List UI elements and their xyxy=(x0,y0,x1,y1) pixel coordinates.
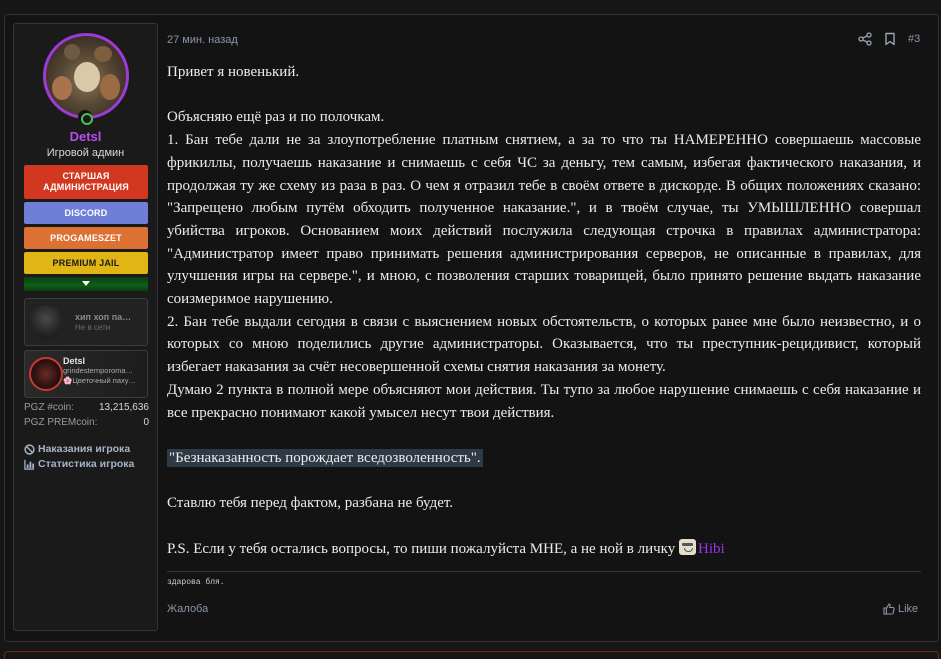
stat-label: PGZ #coin: xyxy=(24,402,75,413)
stat-pgz-coin xyxy=(24,402,149,413)
banner-senior-admin: СТАРШАЯ АДМИНИСТРАЦИЯ xyxy=(24,165,148,199)
message-paragraph: 1. Бан тебе дали не за злоупотребление платным снятием, а за то что ты НАМЕРЕННО совершаешь массовые фрикиллы, получаешь наказание и снимаешь с себя ЧС за деньгу, тем самым, избегая фактического наказания, и продолжая ту же схему из раза в раз. О чем я отразил тебе в своём ответе в дискорде. В общих положениях сказано: "Запрещено любым путём обходить полученное наказание.", и в твоём случае, ты УМЫШЛЕННО совершал убийства игроков. Основанием моих действий послужила следующая строчка в правилах администратора: "Администратор имеет право принимать решения администрирования серверов, не описанные в правилах, для улучшения игры на сервере.", и мною, с позволения старших товарищей, было принято решение выдать наказание соизмеримое нарушению. xyxy=(167,132,921,308)
stat-value: 0 xyxy=(143,417,149,428)
profile-card-avatar xyxy=(29,357,63,391)
like-button[interactable] xyxy=(883,603,918,615)
post-number-link[interactable]: #3 xyxy=(908,33,921,45)
ps-text: P.S. Если у тебя остались вопросы, то пиши пожалуйста МНЕ, а не ной в личку xyxy=(167,540,676,557)
signature: здарова бля. xyxy=(167,578,225,587)
linked-account-avatar xyxy=(29,305,63,339)
online-status-icon xyxy=(78,110,92,124)
stat-value: 13,215,636 xyxy=(98,402,149,413)
banner-premium-jail: PREMIUM JAIL xyxy=(24,252,148,274)
message-paragraph: Объясняю ещё раз и по полочкам. xyxy=(167,109,385,126)
player-stats-link[interactable] xyxy=(24,458,134,470)
user-info-panel xyxy=(13,23,158,631)
link-label: Статистика игрока xyxy=(38,458,135,470)
signature-divider xyxy=(167,571,921,572)
face-emoji-icon xyxy=(679,539,696,555)
username[interactable]: Detsl xyxy=(69,129,102,144)
message-paragraph: 2. Бан тебе выдали сегодня в связи с выяснением новых обстоятельств, о которых ранее мне было неизвестно, и о которых со мною поделились другие администраторы. Оказывается, что ты преступник-рецидивист, который избегает наказания за счёт несовершенной схемы снятия наказания за монету. xyxy=(167,313,921,376)
message-paragraph: Привет я новенький. xyxy=(167,64,300,80)
next-post-edge xyxy=(4,651,939,659)
user-title: Игровой админ xyxy=(46,147,125,159)
message-paragraph: Ставлю тебя перед фактом, разбана не будет. xyxy=(167,495,454,512)
banners-expand-toggle[interactable] xyxy=(24,277,148,291)
player-punishments-link[interactable] xyxy=(24,443,130,455)
bookmark-icon[interactable] xyxy=(883,32,897,46)
highlighted-quote: "Безнаказанность порождает вседозволенность". xyxy=(169,449,481,466)
stat-label: PGZ PREMcoin: xyxy=(24,417,98,428)
linked-account-card[interactable] xyxy=(24,298,148,346)
stat-pgz-premcoin xyxy=(24,417,149,428)
message-paragraph: Думаю 2 пункта в полной мере объясняют мои действия. Ты тупо за любое нарушение снимаешь с себя наказание и все прекрасно понимают какой умысел несут твои действия. xyxy=(167,381,921,421)
share-icon[interactable] xyxy=(858,32,872,46)
ban-icon xyxy=(24,444,35,455)
profile-card-name: Detsl xyxy=(63,356,86,366)
forum-post xyxy=(4,14,939,642)
user-mention[interactable]: Hibi xyxy=(697,540,725,557)
profile-card-status: 🌸Цветочный паху… xyxy=(63,376,137,385)
post-timestamp[interactable]: 27 мин. назад xyxy=(167,34,238,46)
banner-progameszet: PROGAMESZET xyxy=(24,227,148,249)
bar-chart-icon xyxy=(24,459,35,470)
linked-account-name: хип хоп па… xyxy=(75,312,132,322)
report-link[interactable]: Жалоба xyxy=(167,603,209,615)
message-ps xyxy=(167,538,921,561)
linked-account-status: Не в сети xyxy=(75,323,111,332)
thumbs-up-icon xyxy=(883,603,895,615)
like-label: Like xyxy=(898,603,919,615)
post-message xyxy=(167,61,921,560)
profile-card[interactable] xyxy=(24,350,148,398)
banner-discord: DISCORD xyxy=(24,202,148,224)
avatar[interactable] xyxy=(43,33,129,119)
profile-card-subtitle: grindestemporoma… xyxy=(63,366,134,375)
link-label: Наказания игрока xyxy=(38,443,131,455)
